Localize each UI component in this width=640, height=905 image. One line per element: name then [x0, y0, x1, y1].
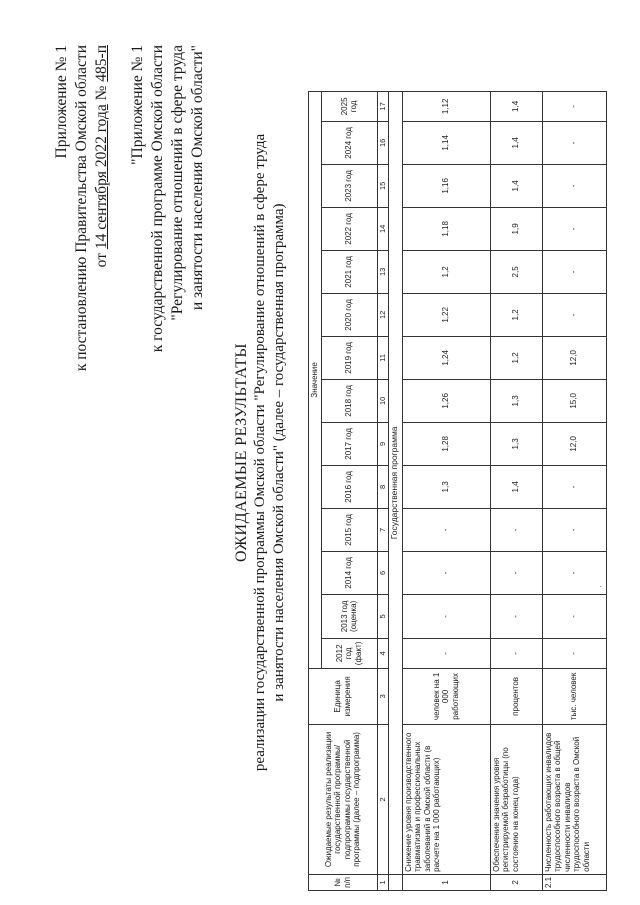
row-value: 1,14: [402, 121, 490, 164]
section-title: Государственная программа: [388, 91, 402, 874]
row-value: -: [402, 638, 490, 668]
row-value: -: [490, 594, 542, 638]
column-number: 12: [377, 293, 388, 336]
column-number: 6: [377, 551, 388, 594]
column-numbers-row: [377, 91, 388, 890]
header-year: 2022 год: [321, 207, 377, 250]
column-number: 9: [377, 422, 388, 465]
header-year: 2016 год: [321, 465, 377, 508]
row-value: 1,24: [402, 336, 490, 379]
appendix-line1: Приложение № 1: [53, 45, 70, 159]
row-value: -: [542, 638, 606, 668]
row-value: -: [542, 121, 606, 164]
column-number: 1: [377, 874, 388, 890]
row-value: -: [542, 293, 606, 336]
row-result: Снижение уровня производственного травматизма и профессиональных заболеваний в Омской области (в расчете на 1 000 работающих): [402, 724, 490, 874]
row-value: 1,2: [490, 293, 542, 336]
row-value: -: [490, 638, 542, 668]
header-year: 2018 год: [321, 379, 377, 422]
scan-speck: [600, 586, 601, 587]
row-value: -: [542, 250, 606, 293]
row-result: Численность работающих инвалидов трудоспособного возраста в общей численности инвалидов трудоспособного возраста в Омской области: [542, 724, 606, 874]
appendix-number: 485-п: [93, 45, 110, 82]
column-number: 2: [377, 724, 388, 874]
header-value-group: Значение: [309, 91, 322, 668]
row-value: -: [402, 594, 490, 638]
column-number: 5: [377, 594, 388, 638]
row-value: 1,18: [402, 207, 490, 250]
appendix2-line4: и занятости населения Омской области": [189, 45, 206, 311]
row-value: -: [542, 465, 606, 508]
row-number: 2: [490, 874, 542, 890]
row-value: 1,2: [402, 250, 490, 293]
row-value: 1,3: [402, 465, 490, 508]
row-value: -: [542, 164, 606, 207]
row-unit: процентов: [490, 668, 542, 724]
column-number: 10: [377, 379, 388, 422]
results-table: [308, 91, 607, 891]
row-value: 1,4: [490, 465, 542, 508]
column-number: 14: [377, 207, 388, 250]
header-num: № п/п: [309, 874, 378, 890]
row-value: -: [542, 207, 606, 250]
row-value: 1,2: [490, 336, 542, 379]
header-year: 2014 год: [321, 551, 377, 594]
table-row: [542, 91, 606, 890]
row-value: -: [542, 91, 606, 121]
header-row-1: [309, 91, 322, 890]
row-value: 1,4: [490, 121, 542, 164]
title-sub2: и занятости населения Омской области" (далее – государственная программа): [271, 203, 287, 702]
row-value: 1,26: [402, 379, 490, 422]
header-year: 2025 год: [321, 91, 377, 121]
row-value: 2,5: [490, 250, 542, 293]
title-sub1: реализации государственной программы Омской области "Регулирование отношений в сфере труда: [252, 133, 268, 772]
column-number: 16: [377, 121, 388, 164]
row-unit: тыс. человек: [542, 668, 606, 724]
row-number: 1: [402, 874, 490, 890]
row-value: 15,0: [542, 379, 606, 422]
header-year: 2012 год (факт): [321, 638, 377, 668]
header-unit: Единица измерения: [309, 668, 378, 724]
column-number: 15: [377, 164, 388, 207]
row-value: -: [490, 551, 542, 594]
row-value: 1,4: [490, 164, 542, 207]
column-number: 11: [377, 336, 388, 379]
column-number: 3: [377, 668, 388, 724]
header-year: 2021 год: [321, 250, 377, 293]
appendix2-line1: "Приложение № 1: [129, 45, 146, 165]
row-value: -: [542, 551, 606, 594]
row-value: -: [402, 508, 490, 551]
appendix-line3: от 14 сентября 2022 года № 485-п: [93, 45, 110, 268]
appendix-line2: к постановлению Правительства Омской области: [73, 45, 90, 372]
column-number: 13: [377, 250, 388, 293]
row-value: 1,3: [490, 379, 542, 422]
title-main: ОЖИДАЕМЫЕ РЕЗУЛЬТАТЫ: [233, 343, 250, 562]
column-number: 17: [377, 91, 388, 121]
document-title: [232, 0, 289, 905]
row-value: -: [490, 508, 542, 551]
appendix-program-header: [128, 45, 208, 475]
column-number: 8: [377, 465, 388, 508]
section-row: [388, 91, 402, 890]
table-row: [402, 91, 490, 890]
appendix2-line2: к государственной программе Омской области: [149, 45, 166, 353]
row-value: 1,9: [490, 207, 542, 250]
row-value: 1,4: [490, 91, 542, 121]
header-year: 2017 год: [321, 422, 377, 465]
row-value: 1,22: [402, 293, 490, 336]
row-value: 1,16: [402, 164, 490, 207]
row-value: 1,3: [490, 422, 542, 465]
header-year: 2019 год: [321, 336, 377, 379]
table-row: [490, 91, 542, 890]
column-number: 4: [377, 638, 388, 668]
row-unit: человек на 1 000 работающих: [402, 668, 490, 724]
row-value: 12,0: [542, 336, 606, 379]
row-result: Обеспечение значения уровня регистрируемой безработицы (по состоянию на конец года): [490, 724, 542, 874]
row-value: 12,0: [542, 422, 606, 465]
appendix2-line3: "Регулирование отношений в сфере труда: [169, 45, 186, 321]
appendix-date: 14 сентября 2022 года: [93, 104, 110, 250]
header-year: 2013 год (оценка): [321, 594, 377, 638]
header-year: 2023 год: [321, 164, 377, 207]
header-year: 2020 год: [321, 293, 377, 336]
header-year: 2024 год: [321, 121, 377, 164]
column-number: 7: [377, 508, 388, 551]
row-value: 1,12: [402, 91, 490, 121]
header-result: Ожидаемые результаты реализации государственной программы/подпрограммы государственной программы (далее – подпрограмма): [309, 724, 378, 874]
row-number: 2.1: [542, 874, 606, 890]
appendix-header: [52, 45, 112, 475]
row-value: 1,28: [402, 422, 490, 465]
header-year: 2015 год: [321, 508, 377, 551]
row-value: -: [402, 551, 490, 594]
row-value: -: [542, 508, 606, 551]
row-value: -: [542, 594, 606, 638]
